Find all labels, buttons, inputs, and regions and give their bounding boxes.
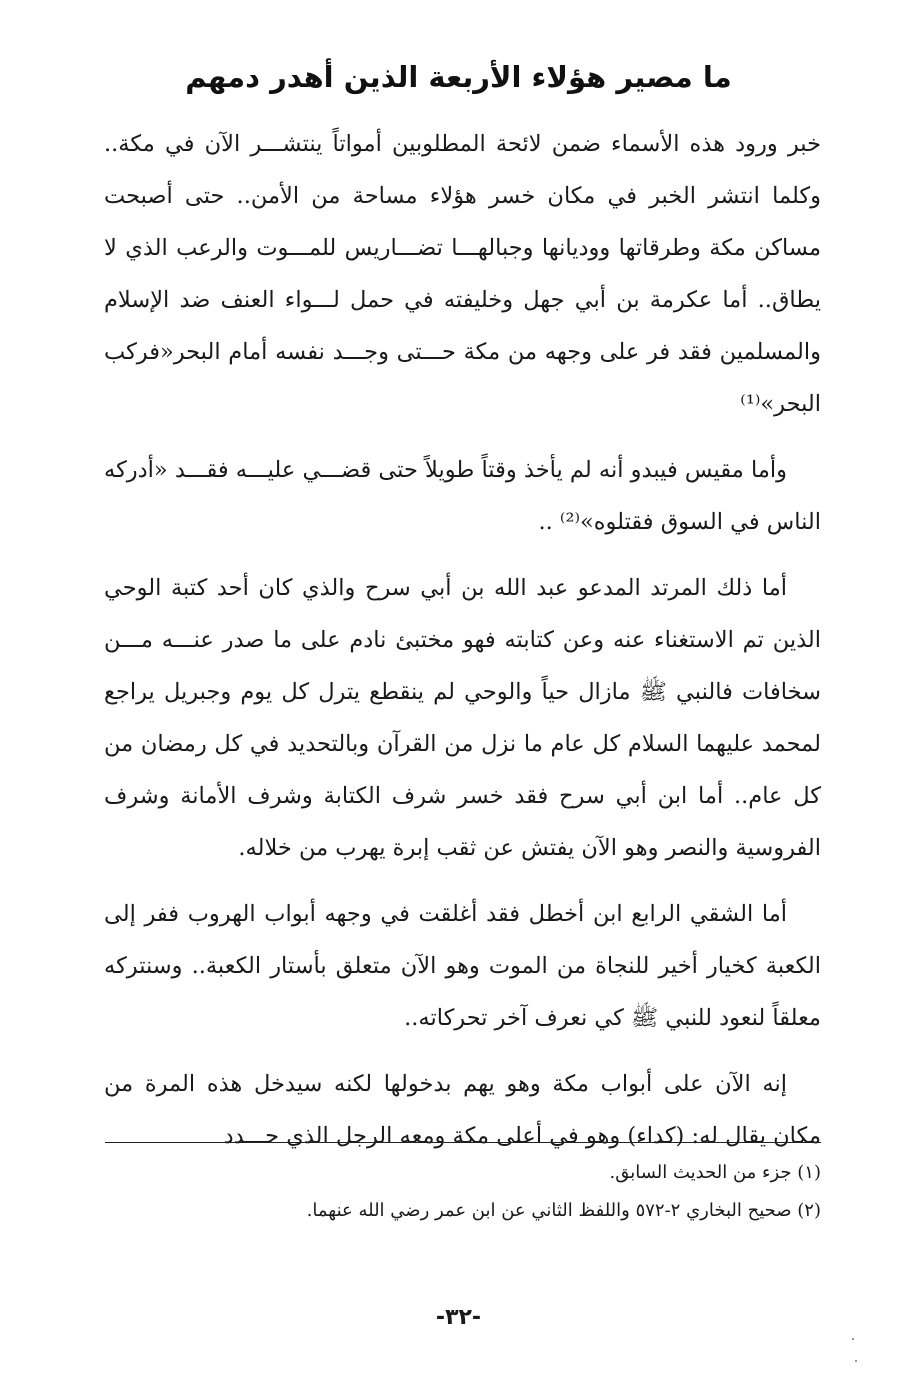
paragraph: خبر ورود هذه الأسماء ضمن لائحة المطلوبين أمواتاً ينتشـــر الآن في مكة.. وكلما انتشر الخبر في مكان خسر هؤلاء مساحة من الأمن.. حتى أصبحت مساكن مكة وطرقاتها ووديانها وجبالهـــا تضـــاريس للمـــوت والرعب الذي لا يطاق.. أما عكرمة بن أبي جهل وخليفته في حمل لـــواء العنف ضد الإسلام والمسلمين فقد فر على وجهه من مكة حـــتى وجـــد نفسه أمام البحر«فركب البحر»⁽¹⁾ [104, 131, 821, 417]
paragraph: وأما مقيس فيبدو أنه لم يأخذ وقتاً طويلاً حتى قضـــي عليـــه فقـــد «أدركه الناس في السوق فقتلوه»⁽²⁾ .. [104, 457, 821, 535]
footnote: (٢) صحيح البخاري ٢-٥٧٢ واللفظ الثاني عن ابن عمر رضي الله عنهما. [306, 1200, 821, 1221]
paragraph: إنه الآن على أبواب مكة وهو يهم بدخولها لكنه سيدخل هذه المرة من مكان يقال له: (كداء) وهو في أعلى مكة ومعه الرجل الذي حـــدد [104, 1071, 821, 1149]
paragraph: أما ذلك المرتد المدعو عبد الله بن أبي سرح والذي كان أحد كتبة الوحي الذين تم الاستغناء عنه وعن كتابته فهو مختبئ نادم على ما صدر عنـــه مـــن سخافات فالنبي ﷺ مازال حياً والوحي لم ينقطع يترل كل يوم وجبريل يراجع لمحمد عليهما السلام كل عام ما نزل من القرآن وبالتحديد في كل رمضان من كل عام.. أما ابن أبي سرح فقد خسر شرف الكتابة وشرف الأمانة وشرف الفروسية والنصر وهو الآن يفتش عن ثقب إبرة يهرب من خلاله. [104, 575, 821, 861]
scan-speck [852, 1338, 854, 1340]
paragraph: أما الشقي الرابع ابن أخطل فقد أغلقت في وجهه أبواب الهروب ففر إلى الكعبة كخيار أخير للنجاة من الموت وهو الآن متعلق بأستار الكعبة.. وسنتركه معلقاً لنعود للنبي ﷺ كي نعرف آخر تحركاته.. [104, 901, 821, 1031]
footnote: (١) جزء من الحديث السابق. [609, 1162, 821, 1183]
chapter-title: ما مصير هؤلاء الأربعة الذين أهدر دمهم [185, 60, 732, 94]
footnote-divider [105, 1142, 821, 1143]
scan-speck [855, 1360, 857, 1362]
body-text [104, 118, 821, 1176]
page-number: -٣٢- [435, 1305, 482, 1330]
footnotes [104, 1154, 821, 1230]
